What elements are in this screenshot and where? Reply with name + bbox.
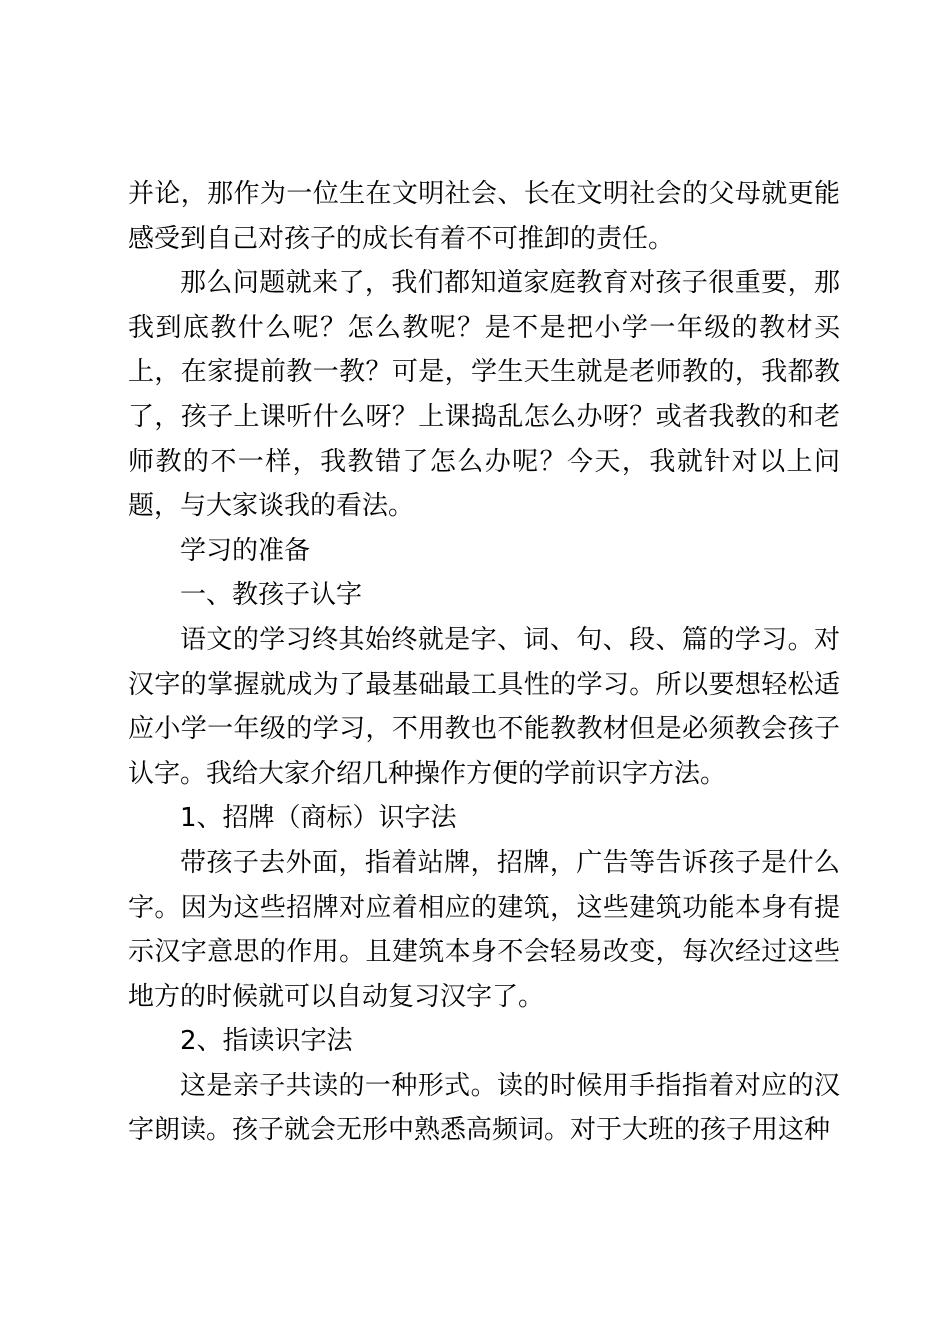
paragraph-chinese-learning: 语文的学习终其始终就是字、词、句、段、篇的学习。对汉字的掌握就成为了最基础最工具性的学习。所以要想轻松适应小学一年级的学习，不用教也不能教教材但是必须教会孩子认字。我给大家介绍几种操作方便的学前识字方法。 xyxy=(128,624,840,789)
paragraph-signboard-method: 带孩子去外面，指着站牌，招牌，广告等告诉孩子是什么字。因为这些招牌对应着相应的建筑，这些建筑功能本身有提示汉字意思的作用。且建筑本身不会轻易改变，每次经过这些地方的时候就可以自动复习汉字了。 xyxy=(128,847,840,1012)
paragraph-continuation: 并论，那作为一位生在文明社会、长在文明社会的父母就更能感受到自己对孩子的成长有着不可推卸的责任。 xyxy=(128,179,840,254)
subheading-finger-reading-method: 2、指读识字法 xyxy=(180,1026,353,1057)
document-body xyxy=(128,172,840,1153)
paragraph-finger-reading-method: 这是亲子共读的一种形式。读的时候用手指指着对应的汉字朗读。孩子就会无形中熟悉高频词。对于大班的孩子用这种 xyxy=(128,1070,840,1146)
subheading-signboard-method: 1、招牌（商标）识字法 xyxy=(180,803,457,834)
subheading-teach-children-characters: 一、教孩子认字 xyxy=(180,580,363,611)
paragraph-family-education-question: 那么问题就来了，我们都知道家庭教育对孩子很重要，那我到底教什么呢？怎么教呢？是不是把小学一年级的教材买上，在家提前教一教？可是，学生天生就是老师教的，我都教了，孩子上课听什么呀？上课捣乱怎么办呀？或者我教的和老师教的不一样，我教错了怎么办呢？今天，我就针对以上问题，与大家谈我的看法。 xyxy=(128,268,840,522)
section-heading-learning-preparation: 学习的准备 xyxy=(180,535,311,566)
